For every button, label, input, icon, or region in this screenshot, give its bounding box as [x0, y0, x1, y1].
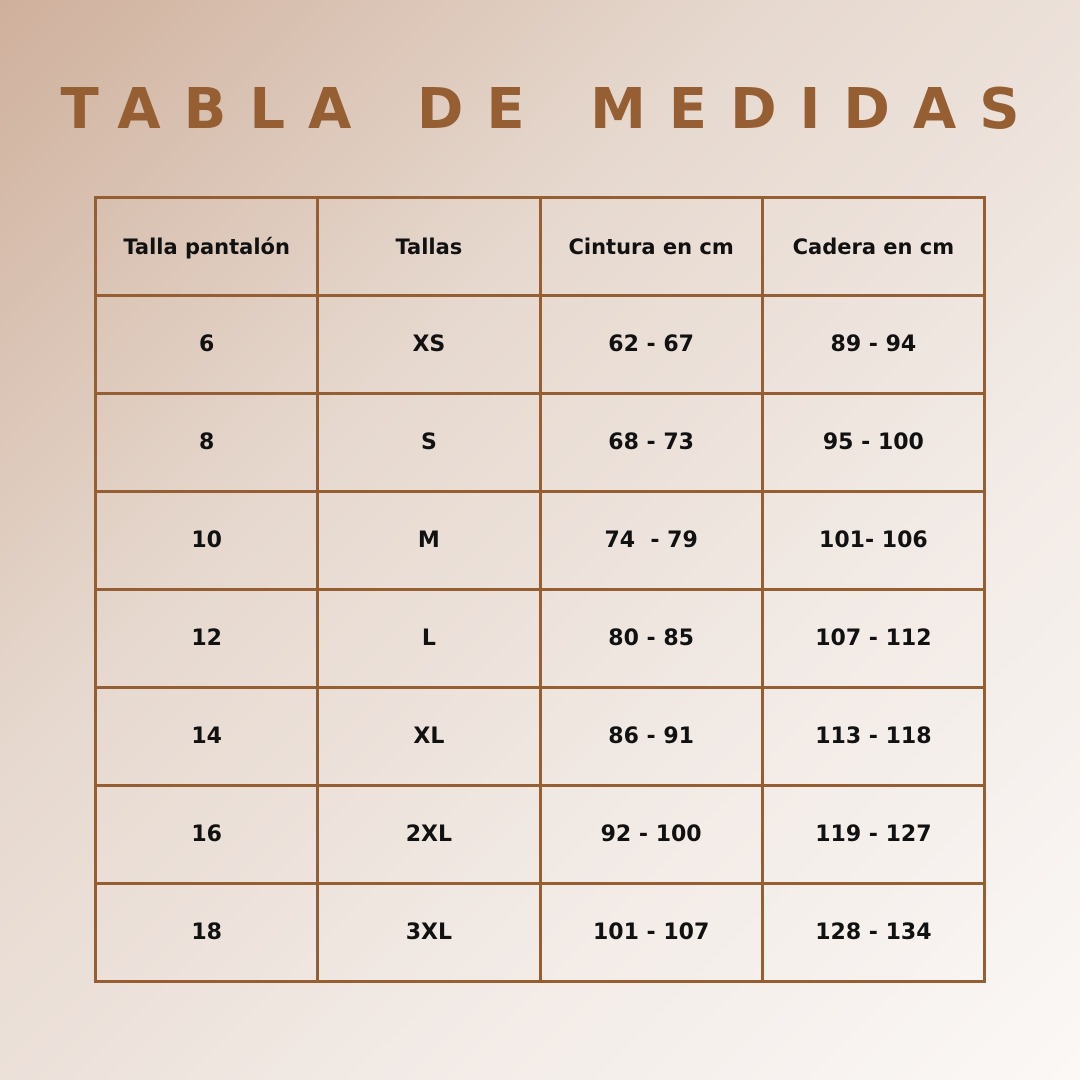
cell-talla-pantalon: 10 — [96, 492, 318, 590]
table-row — [96, 884, 985, 982]
header-cadera: Cadera en cm — [762, 198, 984, 296]
cell-cintura: 68 - 73 — [540, 394, 762, 492]
cell-talla: 3XL — [318, 884, 540, 982]
table-row — [96, 590, 985, 688]
cell-talla: XS — [318, 296, 540, 394]
cell-cadera: 107 - 112 — [762, 590, 984, 688]
cell-cadera: 119 - 127 — [762, 786, 984, 884]
cell-talla: XL — [318, 688, 540, 786]
table-row — [96, 394, 985, 492]
cell-talla-pantalon: 12 — [96, 590, 318, 688]
header-tallas: Tallas — [318, 198, 540, 296]
cell-cintura: 101 - 107 — [540, 884, 762, 982]
cell-cadera: 128 - 134 — [762, 884, 984, 982]
table-row — [96, 296, 985, 394]
cell-talla-pantalon: 8 — [96, 394, 318, 492]
cell-talla: S — [318, 394, 540, 492]
cell-cintura: 86 - 91 — [540, 688, 762, 786]
cell-cintura: 62 - 67 — [540, 296, 762, 394]
cell-cadera: 95 - 100 — [762, 394, 984, 492]
cell-cadera: 89 - 94 — [762, 296, 984, 394]
header-talla-pantalon: Talla pantalón — [96, 198, 318, 296]
cell-talla-pantalon: 18 — [96, 884, 318, 982]
table-row — [96, 492, 985, 590]
page-title: TABLA DE MEDIDAS — [60, 77, 1043, 142]
cell-cadera: 101- 106 — [762, 492, 984, 590]
table-row — [96, 688, 985, 786]
table-header-row — [96, 198, 985, 296]
size-table — [94, 196, 986, 983]
cell-talla-pantalon: 14 — [96, 688, 318, 786]
table-row — [96, 786, 985, 884]
cell-talla: M — [318, 492, 540, 590]
cell-cadera: 113 - 118 — [762, 688, 984, 786]
header-cintura: Cintura en cm — [540, 198, 762, 296]
cell-talla-pantalon: 6 — [96, 296, 318, 394]
cell-talla: L — [318, 590, 540, 688]
cell-cintura: 92 - 100 — [540, 786, 762, 884]
cell-talla-pantalon: 16 — [96, 786, 318, 884]
cell-cintura: 80 - 85 — [540, 590, 762, 688]
cell-cintura: 74 - 79 — [540, 492, 762, 590]
cell-talla: 2XL — [318, 786, 540, 884]
